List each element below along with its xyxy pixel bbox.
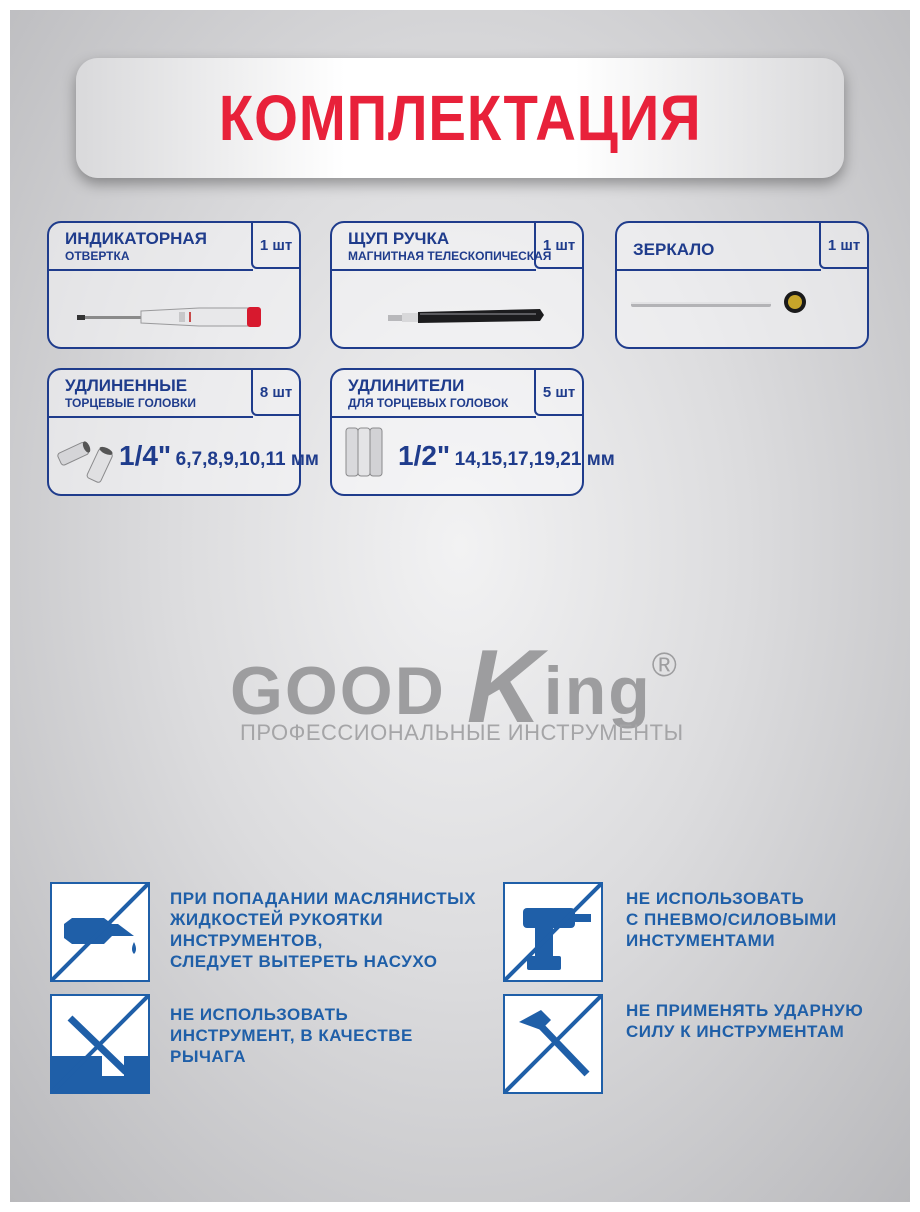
warning-oily-handles: ПРИ ПОПАДАНИИ МАСЛЯНИСТЫХ ЖИДКОСТЕЙ РУКОЯТКИ ИНСТРУМЕНТОВ, СЛЕДУЕТ ВЫТЕРЕТЬ НАСУХО xyxy=(170,889,477,971)
title-banner xyxy=(76,58,844,178)
item-card-indicator-screwdriver xyxy=(47,221,301,349)
item-name: ЗЕРКАЛО xyxy=(633,240,715,259)
deep-sockets-image xyxy=(53,418,123,494)
drive-size: 1/4" xyxy=(119,440,172,471)
item-name: УДЛИНИТЕЛИ xyxy=(348,376,465,395)
item-name: УДЛИНЕННЫЕ xyxy=(65,376,188,395)
oily-handle-icon xyxy=(50,882,150,982)
item-quantity: 8 шт xyxy=(251,370,299,416)
item-quantity: 1 шт xyxy=(819,223,867,269)
item-card-magnetic-pickup xyxy=(330,221,584,349)
warning-lever: НЕ ИСПОЛЬЗОВАТЬ ИНСТРУМЕНТ, В КАЧЕСТВЕ РЫЧАГА xyxy=(170,1005,413,1066)
power-drill-icon xyxy=(503,882,603,982)
item-name: ИНДИКАТОРНАЯ xyxy=(65,229,207,248)
size-range: 14,15,17,19,21 мм xyxy=(454,449,615,470)
drive-size: 1/2" xyxy=(398,440,451,471)
item-quantity: 1 шт xyxy=(534,223,582,269)
page-title: КОМПЛЕКТАЦИЯ xyxy=(218,82,702,154)
item-card-mirror xyxy=(615,221,869,349)
item-subtitle: ДЛЯ ТОРЦЕВЫХ ГОЛОВОК xyxy=(348,396,509,410)
logo-tagline: ПРОФЕССИОНАЛЬНЫЕ ИНСТРУМЕНТЫ xyxy=(240,720,684,745)
item-quantity: 1 шт xyxy=(251,223,299,269)
warning-impact: НЕ ПРИМЕНЯТЬ УДАРНУЮ СИЛУ К ИНСТРУМЕНТАМ xyxy=(626,1001,864,1041)
item-subtitle: ТОРЦЕВЫЕ ГОЛОВКИ xyxy=(65,396,196,410)
item-subtitle: ОТВЕРТКА xyxy=(65,249,130,263)
item-subtitle: МАГНИТНАЯ ТЕЛЕСКОПИЧЕСКАЯ xyxy=(348,249,552,263)
size-label xyxy=(119,440,319,472)
hammer-icon xyxy=(503,994,603,1094)
warning-power-tools: НЕ ИСПОЛЬЗОВАТЬ С ПНЕВМО/СИЛОВЫМИ ИНСТУМЕНТАМИ xyxy=(626,889,837,950)
product-card-page xyxy=(10,10,910,1202)
size-range: 6,7,8,9,10,11 мм xyxy=(175,449,319,470)
brand-logo xyxy=(230,608,730,758)
logo-wordmark: GOOD King® xyxy=(230,629,679,745)
item-quantity: 5 шт xyxy=(534,370,582,416)
item-card-extensions xyxy=(330,368,615,496)
item-card-deep-sockets xyxy=(47,368,319,496)
indicator-screwdriver-image xyxy=(49,271,299,347)
item-name: ЩУП РУЧКА xyxy=(348,229,450,248)
lever-icon xyxy=(50,994,150,1094)
size-label xyxy=(398,440,615,472)
inspection-mirror-image xyxy=(617,271,867,347)
socket-extensions-image xyxy=(340,418,400,494)
magnetic-pickup-image xyxy=(332,271,582,347)
